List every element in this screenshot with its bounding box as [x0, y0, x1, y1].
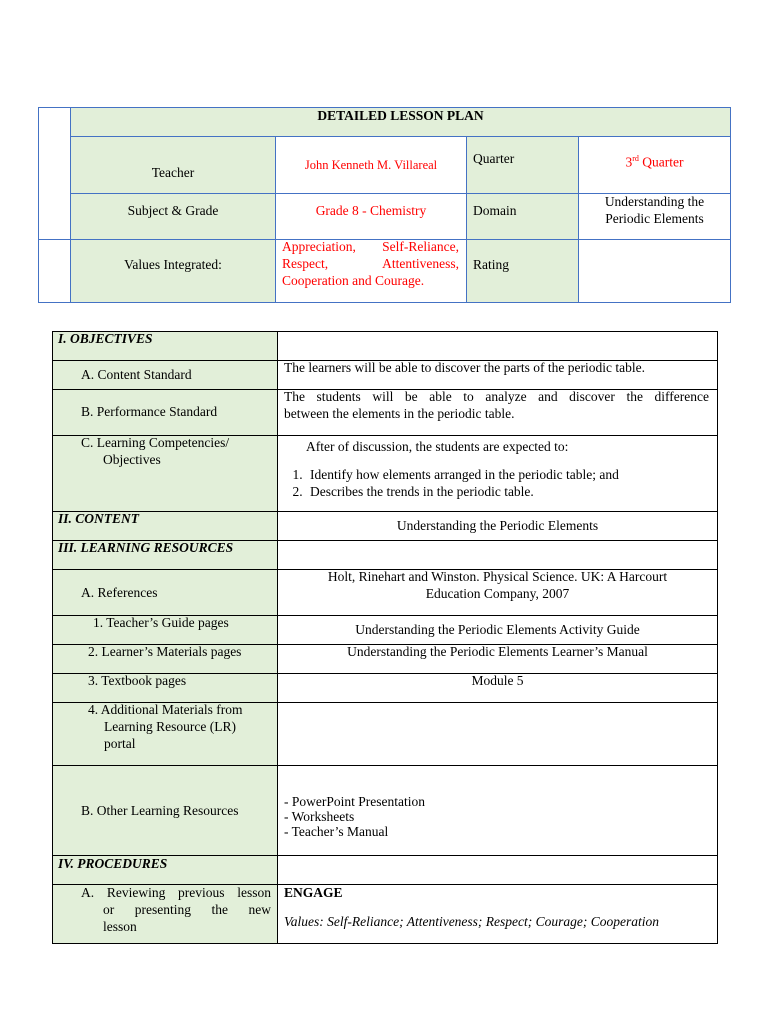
competencies-label: C. Learning Competencies/ Objectives: [81, 435, 230, 467]
engage-values: Values: Self-Reliance; Attentiveness; Respect; Courage; Cooperation: [284, 914, 660, 929]
label-column: [71, 136, 275, 303]
list-item: - PowerPoint Presentation: [284, 794, 425, 809]
content-standard-label: A. Content Standard: [81, 367, 192, 382]
left-column-fill: [52, 332, 277, 943]
rating-label: Rating: [473, 257, 509, 272]
reviewing-label: A. Reviewing previous lesson or presenting the new lesson: [81, 885, 271, 934]
additional-materials-label: 4. Additional Materials from Learning Resource (LR) portal: [88, 702, 243, 751]
learners-materials-label: 2. Learner’s Materials pages: [88, 644, 242, 659]
learners-materials-value: Understanding the Periodic Elements Learner’s Manual: [347, 644, 648, 659]
content-standard-value: The learners will be able to discover the parts of the periodic table.: [284, 360, 645, 375]
teacher-name: John Kenneth M. Villareal: [304, 158, 438, 172]
teachers-guide-label: 1. Teacher’s Guide pages: [93, 615, 229, 630]
subject-value: Grade 8 - Chemistry: [315, 203, 427, 218]
list-item: 2. Describes the trends in the periodic table.: [306, 483, 709, 500]
other-resources-label: B. Other Learning Resources: [81, 803, 239, 818]
objectives-heading: I. OBJECTIVES: [58, 331, 153, 346]
domain-label: Domain: [473, 203, 517, 218]
quarter-label: Quarter: [473, 151, 515, 166]
references-value: Holt, Rinehart and Winston. Physical Science. UK: A Harcourt Education Company, 2007: [327, 569, 668, 601]
document-title: DETAILED LESSON PLAN: [317, 108, 484, 123]
teacher-label: Teacher: [151, 165, 195, 180]
values-integrated: Appreciation, Self-Reliance, Respect, Attentiveness, Cooperation and Courage.: [282, 239, 459, 288]
references-label: A. References: [81, 585, 158, 600]
other-resources-list: [284, 794, 709, 839]
list-item: - Worksheets: [284, 809, 355, 824]
competencies-list: [284, 466, 709, 500]
performance-standard-value: The students will be able to analyze and discover the difference between the elements in the periodic table.: [284, 389, 709, 421]
values-label: Values Integrated:: [124, 257, 222, 272]
content-value: Understanding the Periodic Elements: [396, 518, 599, 533]
textbook-value: Module 5: [471, 673, 524, 688]
content-heading: II. CONTENT: [58, 511, 140, 526]
procedures-heading: IV. PROCEDURES: [58, 856, 168, 871]
resources-heading: III. LEARNING RESOURCES: [58, 540, 234, 555]
performance-standard-label: B. Performance Standard: [81, 404, 218, 419]
competencies-intro: After of discussion, the students are expected to:: [306, 439, 569, 454]
textbook-label: 3. Textbook pages: [88, 673, 187, 688]
engage-heading: ENGAGE: [284, 885, 343, 900]
list-item: 1. Identify how elements arranged in the periodic table; and: [306, 466, 709, 483]
list-item: - Teacher’s Manual: [284, 824, 389, 839]
teachers-guide-value: Understanding the Periodic Elements Activity Guide: [355, 622, 640, 637]
subject-label: Subject & Grade: [127, 203, 219, 218]
quarter-value: 3rd Quarter: [625, 154, 684, 170]
domain-value: Understanding the Periodic Elements: [604, 194, 705, 226]
